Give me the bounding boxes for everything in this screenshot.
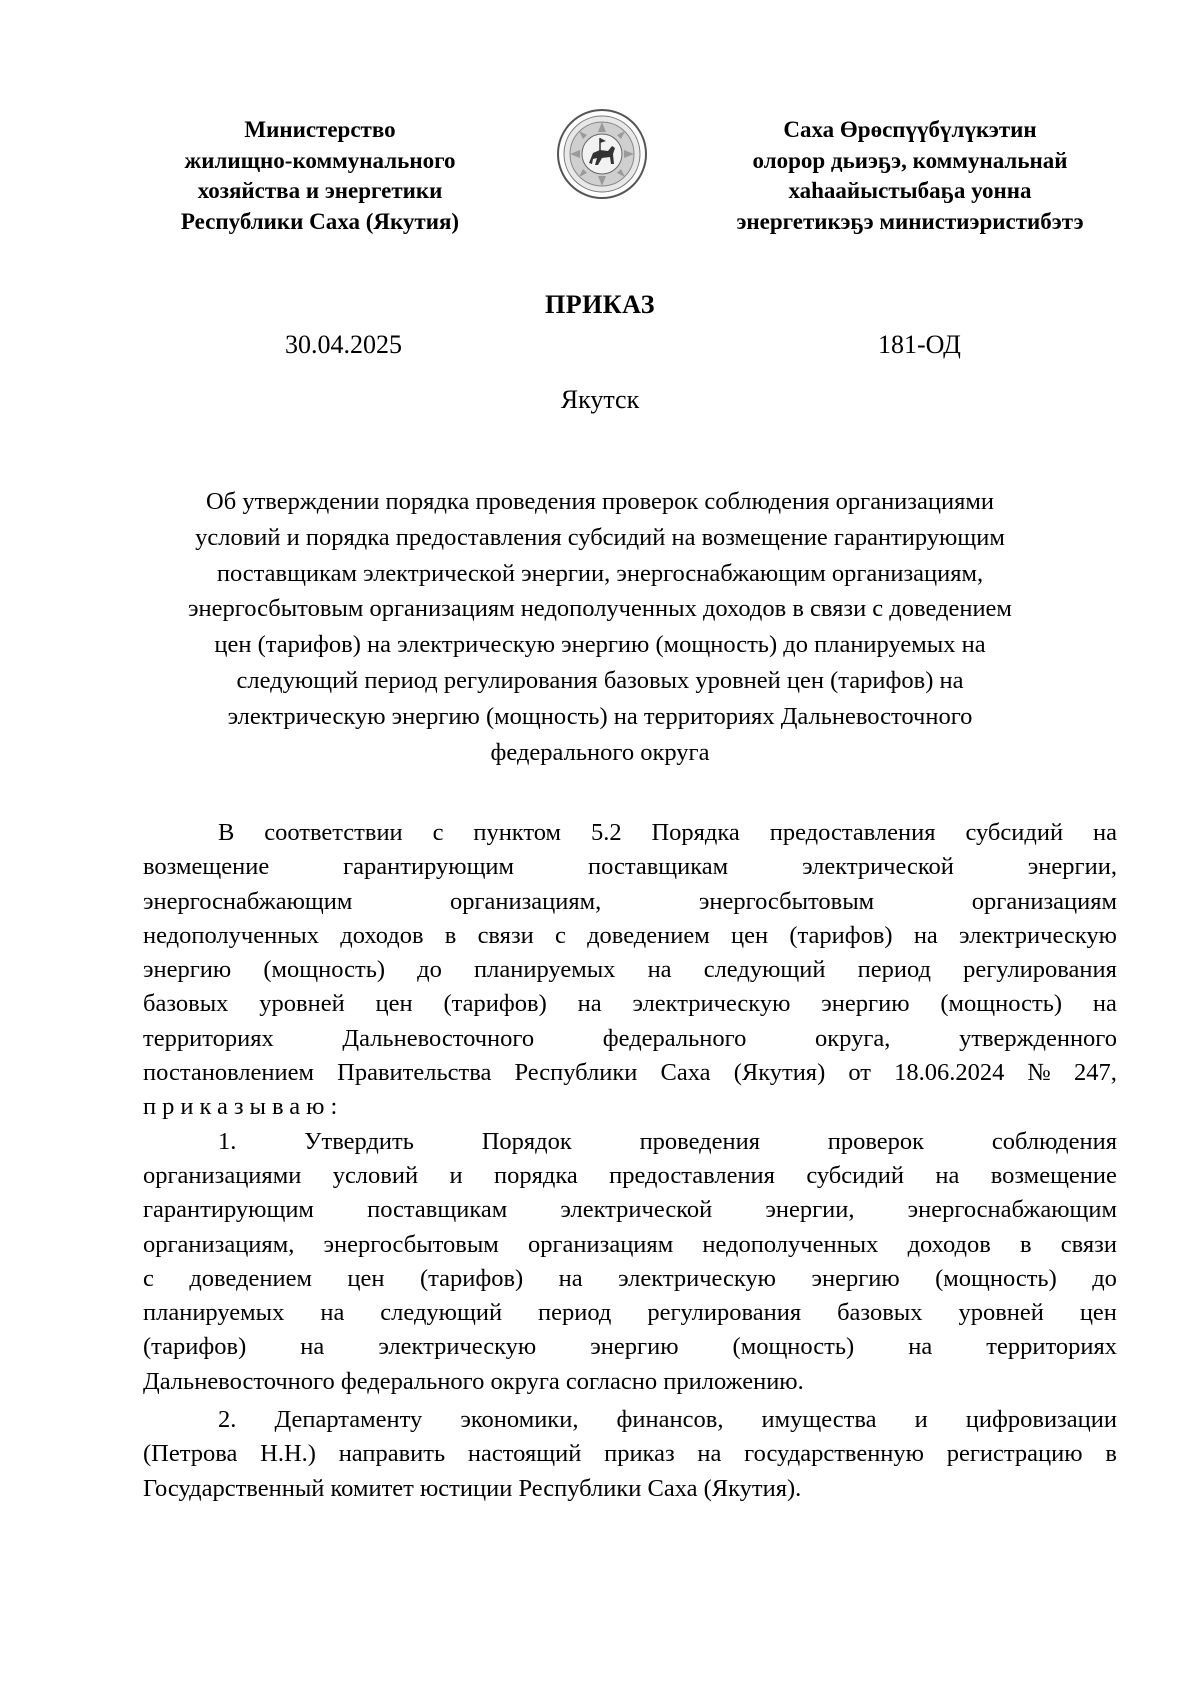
item-1-first-line (143, 1125, 1117, 1159)
word: на (913, 921, 938, 949)
word: цен (730, 921, 769, 949)
word: в (1020, 1230, 1032, 1258)
word: электрическую (618, 1264, 776, 1292)
document-subject (140, 484, 1060, 770)
word: финансов, (616, 1406, 724, 1434)
word: до (417, 956, 442, 984)
word: планируемых (474, 956, 616, 984)
item-2-first-line (143, 1403, 1117, 1437)
word: проведения (639, 1127, 760, 1155)
item-1-line (143, 1193, 1117, 1227)
word: организациям (971, 887, 1117, 915)
word: пунктом (473, 819, 562, 846)
header-line: Республики Саха (Якутия) (180, 208, 460, 234)
word: энергоснабжающим (907, 1196, 1117, 1224)
header-line: Саха Өрөспүүбүлүкэтин (783, 117, 1037, 142)
word: электрической (802, 853, 954, 881)
word: следующий (703, 956, 826, 984)
word: (мощность) (263, 956, 386, 984)
word: Порядка (651, 819, 740, 846)
word: период (857, 956, 931, 984)
word: (тарифов) (789, 921, 893, 949)
subject-line: следующий период регулирования базовых уровней цен (тарифов) на (236, 666, 964, 694)
item-2-line (143, 1437, 1117, 1471)
word: уровней (958, 1299, 1044, 1327)
word: (Петрова (143, 1440, 238, 1468)
word: (тарифов) (419, 1264, 524, 1292)
word: энергии, (1027, 853, 1117, 881)
word: доходов (907, 1230, 991, 1258)
word: на (1092, 819, 1117, 846)
word: субсидий (806, 1161, 904, 1189)
word: базовых (143, 990, 229, 1018)
word: цен (1079, 1299, 1117, 1327)
word: 5.2 (590, 819, 622, 846)
word: Департаменту (274, 1406, 423, 1434)
preamble-line (143, 850, 1117, 884)
word: № (1027, 1059, 1051, 1087)
word: электрическую (959, 921, 1117, 949)
preamble-line (143, 816, 1117, 850)
document-body (143, 816, 1117, 1506)
word: поставщикам (367, 1196, 508, 1224)
word: на (1092, 990, 1117, 1018)
word: (тарифов) (443, 990, 547, 1018)
header-line: хаһаайыстыбаҕа уонна (788, 178, 1032, 203)
word: в (444, 921, 457, 949)
word: возмещение (990, 1161, 1117, 1189)
subject-line: энергосбытовым организациям недополученных доходов в связи с доведением (188, 595, 1012, 623)
word: от (848, 1059, 872, 1087)
header-line: жилищно-коммунального (184, 147, 456, 173)
word: Саха (660, 1059, 711, 1087)
word: электрическую (632, 990, 791, 1018)
document-date: 30.04.2025 (285, 330, 402, 359)
coat-of-arms-emblem (556, 108, 648, 200)
word: энергоснабжающим (143, 887, 353, 915)
preamble-line (143, 885, 1117, 919)
preamble-line (143, 987, 1117, 1021)
subject-line: условий и порядка предоставления субсидий на возмещение гарантирующим (195, 523, 1005, 551)
word: постановлением (143, 1059, 315, 1087)
word: регулирования (963, 956, 1117, 984)
word: планируемых (143, 1299, 285, 1327)
word: до (1092, 1264, 1117, 1292)
word: с (143, 1264, 154, 1292)
word: утвержденного (959, 1024, 1117, 1052)
word: порядка (493, 1161, 578, 1189)
word: цен (375, 990, 413, 1018)
header-line: хозяйства и энергетики (197, 178, 443, 203)
document-city: Якутск (560, 385, 640, 414)
word: проверок (827, 1127, 925, 1155)
word: поставщикам (587, 853, 729, 881)
word: энергию (821, 990, 910, 1018)
word: Правительства (337, 1059, 492, 1087)
word: энергосбытовым (323, 1230, 499, 1258)
item-1-last-line: Дальневосточного федерального округа согласно приложению. (143, 1367, 804, 1395)
item-1-line (143, 1159, 1117, 1193)
subject-line: поставщикам электрической энергии, энергоснабжающим организациям, (216, 559, 984, 587)
subject-line: электрическую энергию (мощность) на территориях Дальневосточного (227, 702, 973, 730)
preamble-line (143, 919, 1117, 953)
word: электрическую (378, 1333, 537, 1361)
word: связи (1060, 1230, 1117, 1258)
subject-line: Об утверждении порядка проведения проверок соблюдения организациями (206, 488, 994, 515)
word: энергосбытовым (698, 887, 875, 915)
word: приказ (604, 1440, 675, 1468)
ministry-header-sakha (700, 115, 1120, 237)
word: соответствии (264, 819, 403, 846)
item-1-line (143, 1262, 1117, 1296)
word: округа, (815, 1024, 891, 1052)
word: Утвердить (304, 1127, 414, 1155)
word: федерального (602, 1024, 747, 1052)
word: гарантирующим (343, 853, 515, 881)
word: Н.Н.) (260, 1440, 316, 1468)
word: В (218, 819, 235, 846)
item-1-number: 1. (218, 1127, 237, 1155)
word: государственную (744, 1440, 924, 1468)
word: организациям, (143, 1230, 295, 1258)
word: с (432, 819, 444, 846)
word: период (538, 1299, 612, 1327)
word: территориях (986, 1333, 1117, 1361)
word: доходов (340, 921, 424, 949)
word: доведением (587, 921, 710, 949)
word: Республики (514, 1059, 638, 1087)
word: регулирования (647, 1299, 802, 1327)
word: электрической (560, 1196, 713, 1224)
word: (мощность) (940, 990, 1063, 1018)
word: базовых (837, 1299, 923, 1327)
word: организациям (528, 1230, 674, 1258)
item-1-line (143, 1228, 1117, 1262)
word: настоящий (467, 1440, 582, 1468)
word: экономики, (460, 1406, 579, 1434)
word: территориях (143, 1024, 274, 1052)
word: Дальневосточного (342, 1024, 535, 1052)
word: регистрацию (946, 1440, 1083, 1468)
header-line: Министерство (244, 117, 396, 142)
word: уровней (259, 990, 345, 1018)
word: субсидий (965, 819, 1064, 846)
word: (Якутия) (733, 1059, 826, 1087)
word: (мощность) (732, 1333, 855, 1361)
document-number: 181-ОД (878, 330, 961, 359)
word: организациями (143, 1161, 302, 1189)
word: энергию (143, 956, 232, 984)
word: на (558, 1264, 583, 1292)
word: цифровизации (965, 1406, 1117, 1434)
preamble-line (143, 1022, 1117, 1056)
word: энергию (590, 1333, 679, 1361)
word: на (320, 1299, 345, 1327)
word: соблюдения (991, 1127, 1117, 1155)
word: на (577, 990, 602, 1018)
word: имущества (761, 1406, 877, 1434)
word: 18.06.2024 (894, 1059, 1005, 1087)
word: энергию (811, 1264, 900, 1292)
word: цен (347, 1264, 385, 1292)
word: на (697, 1440, 722, 1468)
item-2-number: 2. (218, 1406, 237, 1434)
header-line: энергетикэҕэ министиэристибэтэ (736, 208, 1084, 234)
word: и (914, 1406, 928, 1434)
word: на (647, 956, 672, 984)
word: с (554, 921, 566, 949)
word: и (449, 1161, 463, 1189)
word: направить (338, 1440, 446, 1468)
word: энергии, (765, 1196, 855, 1224)
document-title: ПРИКАЗ (544, 290, 656, 319)
word: условий (332, 1161, 419, 1189)
preamble-line (143, 953, 1117, 987)
word: на (908, 1333, 933, 1361)
word: (мощность) (935, 1264, 1057, 1292)
header-line: олорор дьиэҕэ, коммунальнай (752, 147, 1068, 173)
item-1-line (143, 1330, 1117, 1364)
word: предоставления (769, 819, 936, 846)
word: гарантирующим (143, 1196, 314, 1224)
word: Порядок (481, 1127, 572, 1155)
word: в (1105, 1440, 1117, 1468)
word: следующий (380, 1299, 503, 1327)
word: организациям, (449, 887, 602, 915)
word: 247, (1074, 1059, 1117, 1087)
word: доведением (189, 1264, 312, 1292)
order-command: приказываю: (143, 1093, 344, 1121)
subject-line: цен (тарифов) на электрическую энергию (мощность) до планируемых на (214, 631, 986, 659)
preamble-line (143, 1056, 1117, 1090)
item-2-last-line: Государственный комитет юстиции Республики Саха (Якутия). (143, 1474, 802, 1502)
ministry-header-russian (120, 115, 520, 237)
word: предоставления (609, 1161, 775, 1189)
word: возмещение (143, 853, 270, 881)
word: на (300, 1333, 325, 1361)
item-1-line (143, 1296, 1117, 1330)
word: на (935, 1161, 960, 1189)
word: недополученных (702, 1230, 879, 1258)
subject-line: федерального округа (490, 738, 710, 766)
word: (тарифов) (143, 1333, 247, 1361)
word: связи (477, 921, 534, 949)
word: недополученных (143, 921, 320, 949)
